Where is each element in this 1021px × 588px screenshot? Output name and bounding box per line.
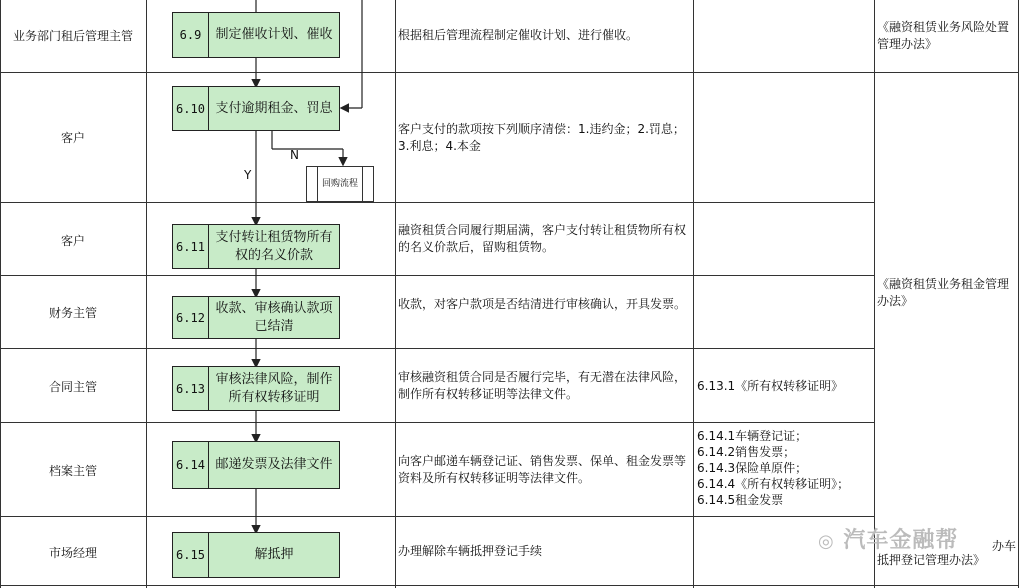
process-step-6-12 <box>172 296 340 339</box>
wechat-icon: ◎ <box>818 531 835 552</box>
step-number: 6.13 <box>173 367 209 410</box>
process-step-6-14 <box>172 441 340 489</box>
role-cell: 合同主管 <box>48 380 97 394</box>
buyback-process-label: 回购流程 <box>317 167 363 201</box>
step-label: 收款、审核确认款项已结清 <box>215 300 333 334</box>
step-number: 6.9 <box>173 13 209 57</box>
policy-reference: 《融资租赁业务风险处置管理办法》 <box>877 20 1010 51</box>
step-label: 解抵押 <box>254 547 294 562</box>
step-description: 办理解除车辆抵押登记手续 <box>398 544 543 558</box>
step-number: 6.11 <box>173 225 209 268</box>
step-description: 融资租赁合同履行期届满，客户支付转让租赁物所有权的名义价款后，留购租赁物。 <box>398 223 687 254</box>
policy-reference: 抵押登记管理办法》 <box>877 553 986 567</box>
role-cell: 档案主管 <box>48 464 97 478</box>
step-label: 支付逾期租金、罚息 <box>215 100 333 116</box>
watermark-text: 汽车金融帮 <box>843 528 959 553</box>
step-label: 制定催收计划、催收 <box>215 27 333 42</box>
buyback-process-box <box>306 166 374 202</box>
step-description: 向客户邮递车辆登记证、销售发票、保单、租金发票等资料及所有权转移证明等法律文件。 <box>398 454 687 485</box>
step-number: 6.15 <box>173 533 209 577</box>
branch-yes-label: Y <box>244 168 252 182</box>
step-description: 客户支付的款项按下列顺序清偿：1.违约金；2.罚息；3.利息；4.本金 <box>398 122 685 153</box>
process-step-6-15 <box>172 532 340 578</box>
role-cell: 客户 <box>60 234 85 248</box>
step-number: 6.14 <box>173 442 209 488</box>
branch-no-label: N <box>290 148 299 162</box>
related-document: 6.13.1《所有权转移证明》 <box>697 379 844 393</box>
step-label: 邮递发票及法律文件 <box>215 457 333 472</box>
process-step-6-9 <box>172 12 340 58</box>
related-documents-list: 6.14.1车辆登记证； 6.14.2销售发票； 6.14.3保险单原件； 6.14.4《所有权转移证明》； 6.14.5租金发票 <box>697 429 850 507</box>
role-cell: 业务部门租后管理主管 <box>12 29 133 43</box>
step-number: 6.12 <box>173 297 209 338</box>
step-description: 审核融资租赁合同是否履行完毕，有无潜在法律风险，制作所有权转移证明等法律文件。 <box>398 370 687 401</box>
watermark-logo <box>818 523 958 554</box>
policy-reference: 《融资租赁业务租金管理办法》 <box>877 277 1010 308</box>
role-cell: 客户 <box>60 131 85 145</box>
step-label: 审核法律风险，制作所有权转移证明 <box>215 371 333 405</box>
step-number: 6.10 <box>173 87 209 130</box>
step-description: 根据租后管理流程制定催收计划、进行催收。 <box>398 28 639 42</box>
role-cell: 市场经理 <box>48 546 97 560</box>
step-label: 支付转让租赁物所有权的名义价款 <box>215 229 333 263</box>
process-step-6-11 <box>172 224 340 269</box>
process-step-6-10 <box>172 86 340 131</box>
policy-reference-fragment: 办车 <box>992 539 1017 553</box>
step-description: 收款，对客户款项是否结清进行审核确认，开具发票。 <box>398 297 687 311</box>
process-step-6-13 <box>172 366 340 411</box>
role-cell: 财务主管 <box>48 306 97 320</box>
